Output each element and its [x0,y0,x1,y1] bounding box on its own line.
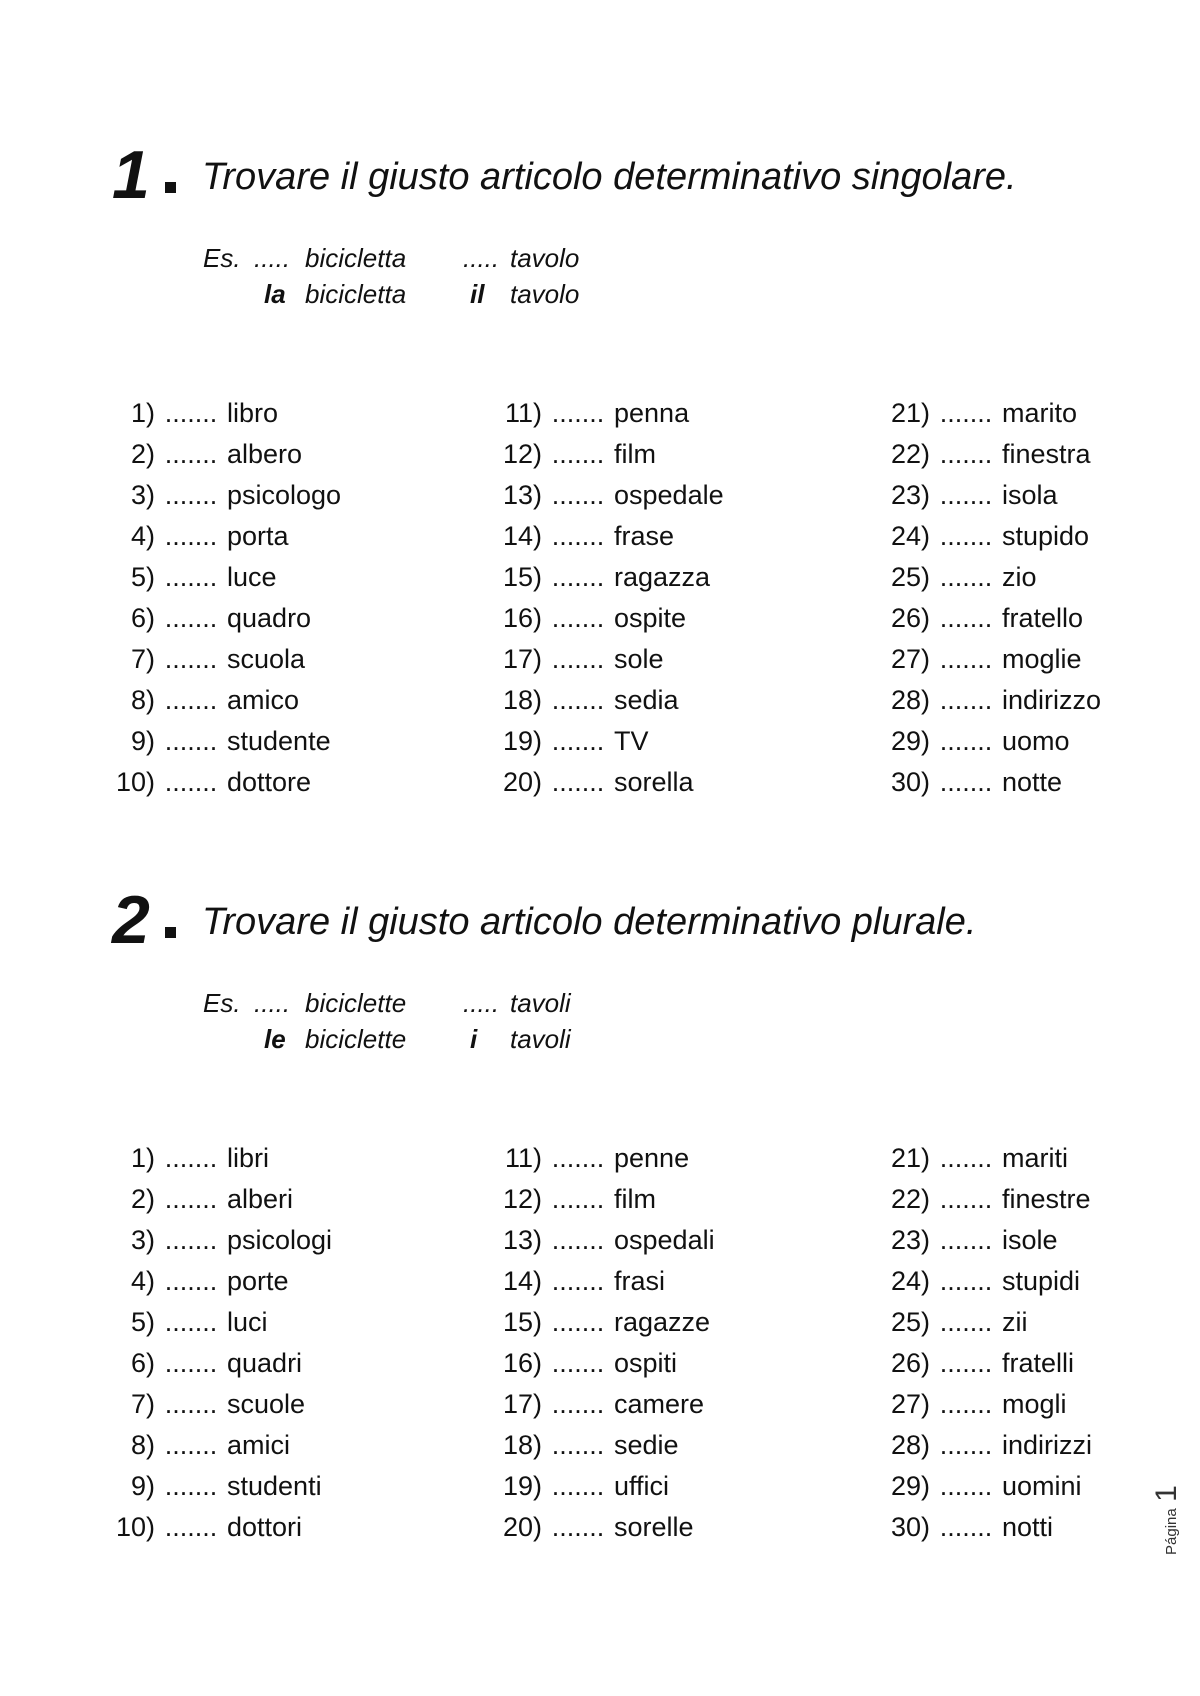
item-number: 29) [890,726,930,756]
list-item [492,1138,715,1179]
answer-blank: ....... [551,1307,605,1337]
item-column [105,1138,332,1548]
item-number: 11) [504,398,542,428]
answer-blank: ....... [164,685,218,715]
page-number: 1 [1150,1485,1183,1502]
list-item [492,393,724,434]
item-word: ospedale [614,480,724,510]
list-item [880,1261,1092,1302]
list-item [105,1425,332,1466]
item-word: scuole [227,1389,306,1419]
answer-blank: ....... [551,1471,605,1501]
list-item [492,1179,715,1220]
list-item [105,1343,332,1384]
exercise-section-1 [0,137,1200,797]
list-item [492,475,724,516]
list-item [105,1466,332,1507]
list-item [105,1179,332,1220]
list-item [105,557,341,598]
item-word: luce [227,562,277,592]
item-number: 25) [890,1307,930,1337]
answer-blank: ....... [551,603,605,633]
item-word: sole [614,644,664,674]
answer-blank: ....... [939,1225,993,1255]
item-number: 27) [890,644,930,674]
item-column [105,393,341,803]
answer-blank: ....... [939,1348,993,1378]
answer-blank: ....... [164,521,218,551]
list-item [880,680,1101,721]
item-word: film [614,439,656,469]
item-number: 17) [502,644,542,674]
answer-blank: ....... [164,480,218,510]
example-answer-article: la [264,279,286,309]
list-item [492,1220,715,1261]
list-item [492,598,724,639]
item-number: 23) [890,1225,930,1255]
item-word: fratello [1002,603,1084,633]
item-number: 15) [502,562,542,592]
exercise-number: 1 [112,137,148,213]
item-number: 16) [502,1348,542,1378]
item-word: psicologo [227,480,342,510]
item-word: finestre [1002,1184,1091,1214]
item-number: 10) [115,1512,155,1542]
answer-blank: ....... [164,398,218,428]
item-word: psicologi [227,1225,333,1255]
item-word: indirizzi [1002,1430,1093,1460]
answer-blank: ....... [164,1512,218,1542]
answer-blank: ....... [939,603,993,633]
item-number: 30) [890,1512,930,1542]
item-word: alberi [227,1184,294,1214]
example-word: tavolo [510,243,580,273]
answer-blank: ....... [164,439,218,469]
list-item [880,762,1101,803]
page-number-footer [1150,1435,1183,1555]
list-item [105,475,341,516]
bullet-square-icon [165,927,176,938]
item-column [492,393,724,803]
item-word: quadro [227,603,312,633]
answer-blank: ....... [551,439,605,469]
item-number: 3) [130,1225,155,1255]
answer-blank: ....... [164,1307,218,1337]
answer-blank: ....... [164,1266,218,1296]
item-word: luci [227,1307,268,1337]
list-item [880,598,1101,639]
list-item [105,434,341,475]
answer-blank: ....... [551,767,605,797]
answer-blank: ....... [939,1266,993,1296]
item-number: 14) [502,521,542,551]
list-item [492,762,724,803]
item-number: 9) [130,1471,155,1501]
item-word: frasi [614,1266,666,1296]
list-item [105,762,341,803]
page-label: Página [1163,1508,1180,1555]
answer-blank: ....... [164,603,218,633]
item-number: 13) [502,1225,542,1255]
list-item [105,680,341,721]
bullet-square-icon [165,182,176,193]
item-word: marito [1002,398,1078,428]
item-number: 2) [130,1184,155,1214]
example-blank: ..... [463,988,500,1018]
list-item [880,1425,1092,1466]
item-number: 8) [130,685,155,715]
item-number: 6) [130,603,155,633]
item-number: 10) [115,767,155,797]
exercise-title: Trovare il giusto articolo determinativo singolare. [202,156,1017,198]
example-answer-row [0,1021,1200,1057]
answer-blank: ....... [551,644,605,674]
item-word: libro [227,398,279,428]
answer-blank: ....... [164,1143,218,1173]
item-word: notte [1002,767,1063,797]
item-number: 1) [130,398,155,428]
item-word: sorelle [614,1512,694,1542]
answer-blank: ....... [551,562,605,592]
answer-blank: ....... [939,685,993,715]
item-column [880,393,1101,803]
item-number: 30) [890,767,930,797]
item-number: 20) [502,1512,542,1542]
list-item [492,1425,715,1466]
answer-blank: ....... [551,1430,605,1460]
list-item [880,434,1101,475]
item-number: 21) [890,398,930,428]
item-column [492,1138,715,1548]
list-item [105,1138,332,1179]
item-number: 19) [502,1471,542,1501]
answer-blank: ....... [164,1184,218,1214]
item-word: libri [227,1143,270,1173]
list-item [880,1384,1092,1425]
list-item [492,1261,715,1302]
list-item [105,639,341,680]
list-item [880,516,1101,557]
example-word: biciclette [305,1024,407,1054]
example-question-row [0,985,1200,1021]
item-number: 18) [502,1430,542,1460]
item-word: indirizzo [1002,685,1102,715]
answer-blank: ....... [551,1512,605,1542]
example-word: tavoli [510,988,571,1018]
item-number: 26) [890,603,930,633]
item-word: porte [227,1266,289,1296]
item-number: 1) [130,1143,155,1173]
item-number: 28) [890,1430,930,1460]
item-number: 12) [502,1184,542,1214]
item-word: fratelli [1002,1348,1075,1378]
item-word: TV [614,726,649,756]
item-word: notti [1002,1512,1054,1542]
item-number: 7) [130,644,155,674]
item-number: 6) [130,1348,155,1378]
example-word: tavoli [510,1024,571,1054]
example-word: bicicletta [305,243,407,273]
item-word: ospite [614,603,687,633]
example-word: biciclette [305,988,407,1018]
item-number: 27) [890,1389,930,1419]
list-item [880,1343,1092,1384]
answer-blank: ....... [164,644,218,674]
list-item [492,516,724,557]
item-word: zii [1002,1307,1028,1337]
item-word: uomini [1002,1471,1082,1501]
list-item [492,1302,715,1343]
list-item [105,721,341,762]
item-number: 17) [502,1389,542,1419]
example-answer-article: il [470,279,485,309]
item-number: 8) [130,1430,155,1460]
item-word: uomo [1002,726,1070,756]
answer-blank: ....... [551,398,605,428]
answer-blank: ....... [551,726,605,756]
answer-blank: ....... [939,1184,993,1214]
item-word: porta [227,521,289,551]
item-number: 23) [890,480,930,510]
item-number: 29) [890,1471,930,1501]
item-word: isola [1002,480,1058,510]
answer-blank: ....... [551,1389,605,1419]
exercise-heading [0,882,1200,958]
item-number: 14) [502,1266,542,1296]
answer-blank: ....... [551,480,605,510]
item-word: penna [614,398,690,428]
example-block [0,240,1200,312]
item-word: studente [227,726,331,756]
item-number: 13) [502,480,542,510]
item-word: camere [614,1389,705,1419]
answer-blank: ....... [939,1389,993,1419]
item-word: sedie [614,1430,679,1460]
item-word: mogli [1002,1389,1067,1419]
item-word: ragazza [614,562,711,592]
list-item [492,680,724,721]
answer-blank: ....... [939,398,993,428]
item-word: sorella [614,767,694,797]
list-item [492,721,724,762]
list-item [105,516,341,557]
answer-blank: ....... [939,521,993,551]
item-number: 9) [130,726,155,756]
answer-blank: ....... [939,1307,993,1337]
item-word: ragazze [614,1307,711,1337]
item-number: 12) [502,439,542,469]
list-item [880,1179,1092,1220]
item-word: penne [614,1143,690,1173]
answer-blank: ....... [939,726,993,756]
example-label: Es. [203,988,241,1018]
list-item [880,1302,1092,1343]
item-column [880,1138,1092,1548]
item-number: 20) [502,767,542,797]
answer-blank: ....... [164,1471,218,1501]
item-number: 22) [890,1184,930,1214]
answer-blank: ....... [939,1430,993,1460]
answer-blank: ....... [164,562,218,592]
example-word: tavolo [510,279,580,309]
exercise-heading [0,137,1200,213]
answer-blank: ....... [551,1184,605,1214]
example-blank: ..... [463,243,500,273]
answer-blank: ....... [939,1512,993,1542]
item-number: 18) [502,685,542,715]
list-item [880,1507,1092,1548]
item-number: 11) [504,1143,542,1173]
list-item [105,1302,332,1343]
example-blank: ..... [254,243,291,273]
item-word: stupido [1002,521,1090,551]
item-word: ospiti [614,1348,678,1378]
example-answer-article: le [264,1024,286,1054]
answer-blank: ....... [939,644,993,674]
answer-blank: ....... [551,1266,605,1296]
list-item [105,1507,332,1548]
item-word: mariti [1002,1143,1068,1173]
item-number: 7) [130,1389,155,1419]
item-word: albero [227,439,303,469]
item-number: 15) [502,1307,542,1337]
item-word: studenti [227,1471,322,1501]
answer-blank: ....... [164,1430,218,1460]
answer-blank: ....... [939,480,993,510]
item-number: 4) [130,521,155,551]
item-word: dottori [227,1512,303,1542]
item-number: 26) [890,1348,930,1378]
example-label: Es. [203,243,241,273]
item-number: 19) [502,726,542,756]
item-number: 28) [890,685,930,715]
item-word: moglie [1002,644,1082,674]
item-word: stupidi [1002,1266,1081,1296]
item-number: 3) [130,480,155,510]
item-number: 5) [130,562,155,592]
item-number: 24) [890,1266,930,1296]
list-item [105,1384,332,1425]
example-question-row [0,240,1200,276]
list-item [880,557,1101,598]
item-word: scuola [227,644,306,674]
exercise-title: Trovare il giusto articolo determinativo plurale. [202,901,977,943]
item-number: 21) [890,1143,930,1173]
item-word: amici [227,1430,291,1460]
list-item [492,434,724,475]
item-word: isole [1002,1225,1058,1255]
answer-blank: ....... [939,439,993,469]
list-item [492,1466,715,1507]
list-item [880,1220,1092,1261]
item-word: sedia [614,685,679,715]
answer-blank: ....... [939,767,993,797]
item-number: 2) [130,439,155,469]
list-item [492,1507,715,1548]
list-item [880,1138,1092,1179]
item-word: frase [614,521,675,551]
list-item [492,557,724,598]
answer-blank: ....... [164,767,218,797]
item-word: dottore [227,767,312,797]
item-word: amico [227,685,300,715]
item-number: 16) [502,603,542,633]
item-number: 5) [130,1307,155,1337]
item-word: film [614,1184,656,1214]
list-item [880,475,1101,516]
list-item [105,1261,332,1302]
list-item [492,1384,715,1425]
item-word: quadri [227,1348,303,1378]
list-item [492,639,724,680]
item-number: 25) [890,562,930,592]
answer-blank: ....... [551,1348,605,1378]
item-word: ospedali [614,1225,715,1255]
example-answer-row [0,276,1200,312]
answer-blank: ....... [164,726,218,756]
item-word: zio [1002,562,1037,592]
answer-blank: ....... [939,1143,993,1173]
item-word: finestra [1002,439,1091,469]
item-number: 24) [890,521,930,551]
answer-blank: ....... [939,562,993,592]
answer-blank: ....... [551,1143,605,1173]
list-item [105,1220,332,1261]
answer-blank: ....... [164,1225,218,1255]
list-item [880,721,1101,762]
answer-blank: ....... [551,685,605,715]
answer-blank: ....... [164,1389,218,1419]
list-item [880,393,1101,434]
item-number: 4) [130,1266,155,1296]
item-number: 22) [890,439,930,469]
example-block [0,985,1200,1057]
list-item [105,393,341,434]
example-answer-article: i [470,1024,478,1054]
list-item [492,1343,715,1384]
exercise-number: 2 [112,882,148,958]
list-item [105,598,341,639]
item-word: uffici [614,1471,670,1501]
answer-blank: ....... [551,521,605,551]
example-blank: ..... [254,988,291,1018]
example-word: bicicletta [305,279,407,309]
answer-blank: ....... [939,1471,993,1501]
answer-blank: ....... [164,1348,218,1378]
list-item [880,639,1101,680]
list-item [880,1466,1092,1507]
answer-blank: ....... [551,1225,605,1255]
